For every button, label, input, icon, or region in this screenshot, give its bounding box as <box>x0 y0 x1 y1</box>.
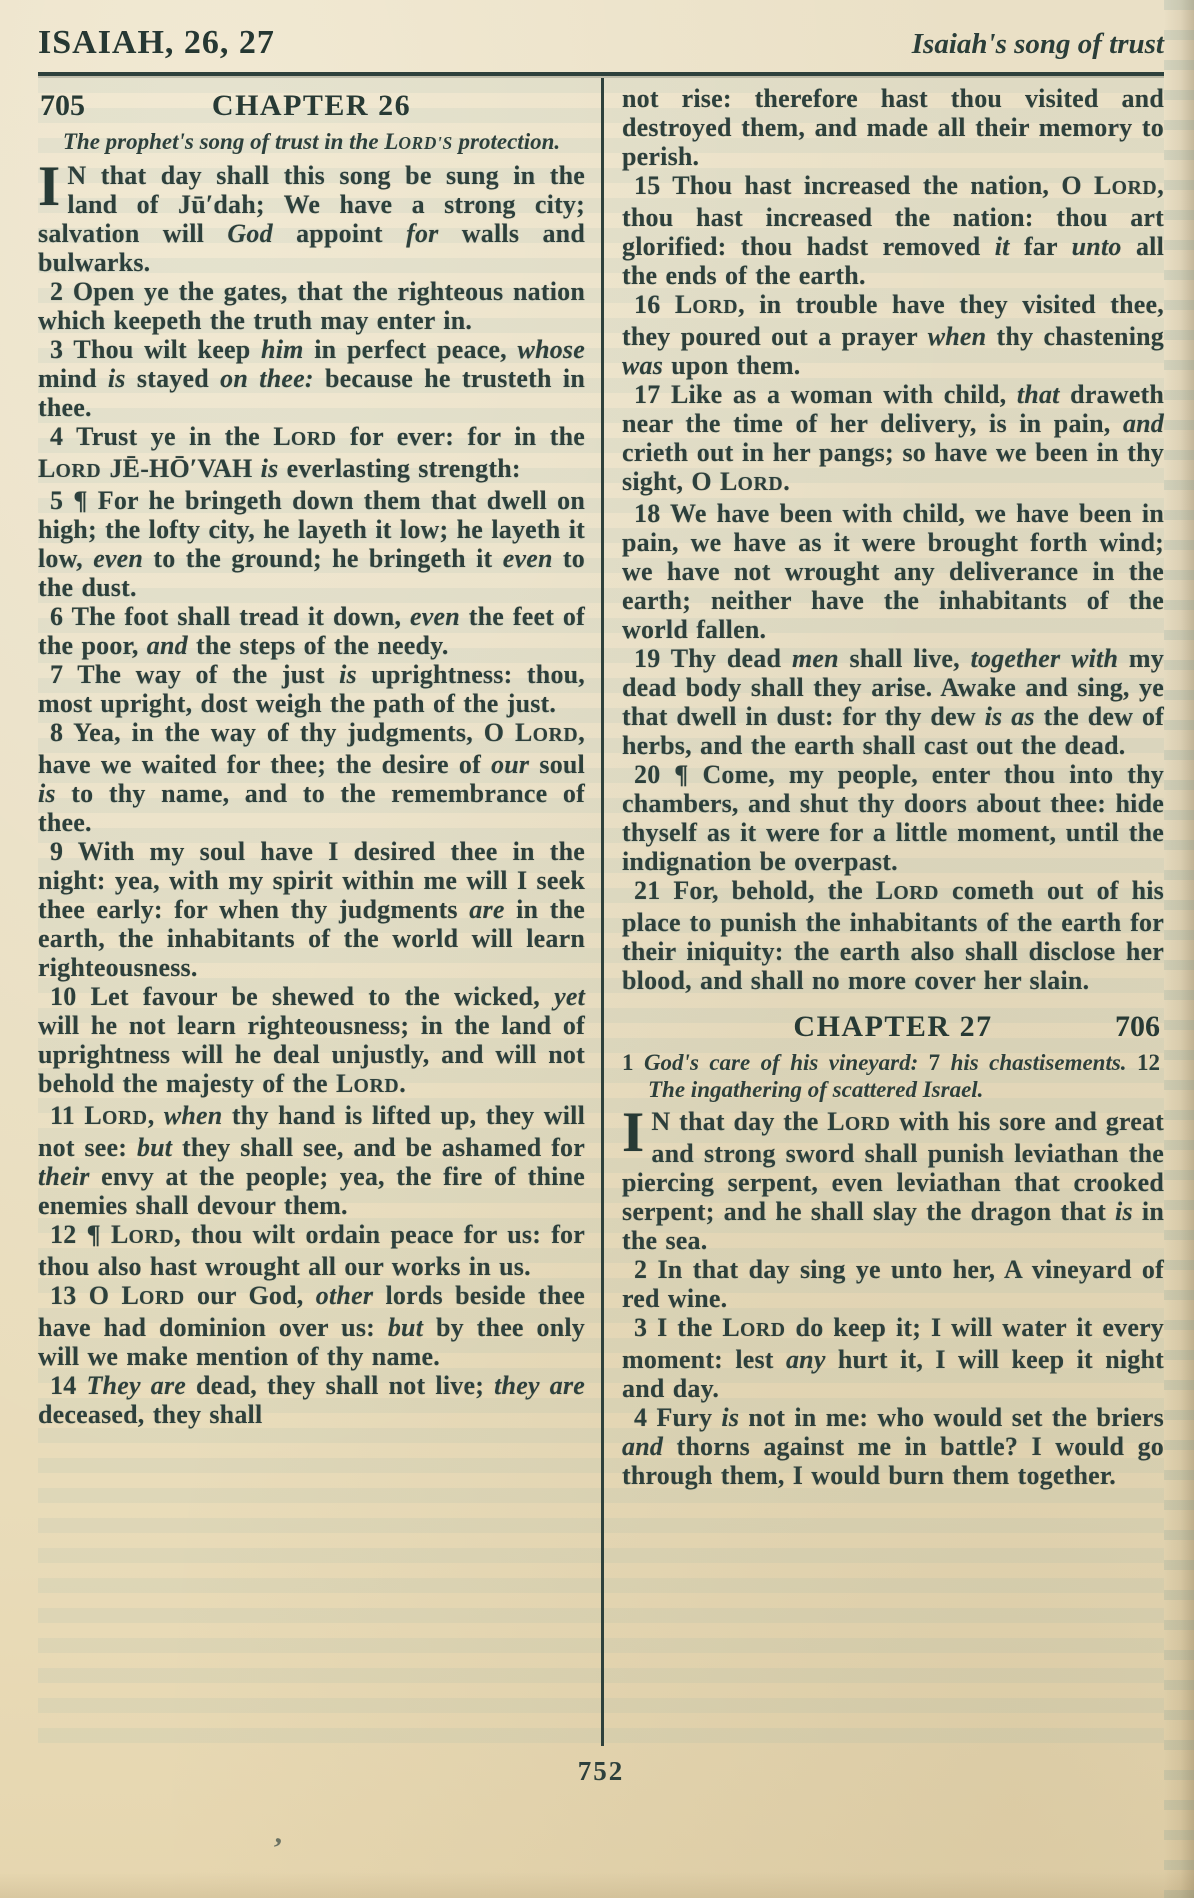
verse-4: 4 Fury is not in me: who would set the briers and thorns against me in battle? I would go through them, I would burn them together. <box>622 1403 1164 1490</box>
header-rule <box>38 72 1164 76</box>
column-ref-705: 705 <box>40 89 85 122</box>
verse-number: 19 <box>634 644 661 673</box>
running-header <box>38 24 1164 62</box>
verse-3: 3 I the LORD do keep it; I will water it every moment: lest any hurt it, I will keep it night and day. <box>622 1313 1165 1403</box>
stray-ink-mark: ’ <box>269 1831 285 1866</box>
page-bottom-shading <box>0 1872 1194 1898</box>
verse-number: 10 <box>50 982 77 1011</box>
verse-number: 11 <box>50 1101 75 1130</box>
chapter-26-verses-continued <box>622 84 1164 995</box>
verse-number: 21 <box>634 876 661 905</box>
chapter-26-verses <box>38 155 586 1429</box>
verse-2: 2 In that day sing ye unto her, A vineyard of red wine. <box>622 1255 1164 1313</box>
verse-continuation: not rise: therefore hast thou visited and destroyed them, and made all their memory to perish. <box>622 84 1164 171</box>
verse-4: 4 Trust ye in the LORD for ever: for in the LORD JĒ-HŌ′VAH is everlasting strength: <box>38 422 586 483</box>
verse-number: 15 <box>634 171 661 200</box>
verse-number: 3 <box>634 1313 648 1342</box>
column-ref-706: 706 <box>1115 1010 1160 1043</box>
drop-cap: I <box>38 155 61 218</box>
verse-21: 21 For, behold, the LORD cometh out of his place to punish the inhabitants of the earth for their iniquity: the earth also shall disclose her blood, and shall no more cover her slain. <box>622 876 1164 995</box>
left-column <box>38 78 601 1746</box>
verse-number: 16 <box>634 290 661 319</box>
verse-10: 10 Let favour be shewed to the wicked, yet will he not learn righteousness; in the land of uprightness will he deal unjustly, and will not behold the majesty of the LORD. <box>38 982 585 1098</box>
verse-1: I N that day the LORD with his sore and great and strong sword shall punish leviathan the piercing serpent, even leviathan that crooked serpent; and he shall slay the dragon that is in the sea. <box>622 1101 1165 1255</box>
verse-number: 5 <box>50 486 64 515</box>
chapter-27-head <box>622 1007 1164 1047</box>
verse-17: 17 Like as a woman with child, that draweth near the time of her delivery, is in pain, and crieth out in her pangs; so have we been in thy sight, O LORD. <box>622 380 1164 496</box>
chapter-26-heading: CHAPTER 26 <box>211 89 412 122</box>
verse-15: 15 Thou hast increased the nation, O LORD, thou hast increased the nation: thou art glorified: thou hadst removed it far unto all the ends of the earth. <box>622 171 1165 290</box>
chapter-27-verses <box>622 1101 1165 1490</box>
verse-number: 18 <box>634 499 661 528</box>
verse-number: 4 <box>50 422 64 451</box>
verse-number: 7 <box>50 660 64 689</box>
drop-cap: I <box>622 1101 645 1164</box>
verse-number: 20 <box>634 760 661 789</box>
verse-1: I N that day shall this song be sung in the land of Jū′dah; We have a strong city; salvation will God appoint for walls and bulwarks. <box>38 155 585 277</box>
verse-number: 2 <box>50 277 64 306</box>
verse-3: 3 Thou wilt keep him in perfect peace, whose mind is stayed on thee: because he trusteth in thee. <box>38 335 585 422</box>
right-column <box>601 78 1164 1746</box>
verse-number: 9 <box>50 837 64 866</box>
verse-6: 6 The foot shall tread it down, even the feet of the poor, and the steps of the needy. <box>38 602 585 660</box>
verse-9: 9 With my soul have I desired thee in the night: yea, with my spirit within me will I seek thee early: for when thy judgments are in the earth, the inhabitants of the world will learn righteousness. <box>38 837 585 982</box>
chapter-26-summary: The prophet's song of trust in the LORD'S protection. <box>62 129 561 154</box>
verse-14: 14 They are dead, they shall not live; they are deceased, they shall <box>38 1371 585 1429</box>
verse-2: 2 Open ye the gates, that the righteous nation which keepeth the truth may enter in. <box>38 277 585 335</box>
verse-number: 17 <box>634 380 661 409</box>
verse-number: 3 <box>50 335 64 364</box>
verse-number: 12 <box>50 1220 77 1249</box>
page-number: 752 <box>577 1756 625 1786</box>
verse-5: 5 ¶ For he bringeth down them that dwell on high; the lofty city, he layeth it low; he layeth it low, even to the ground; he bringeth it even to the dust. <box>38 486 585 602</box>
verse-11: 11 LORD, when thy hand is lifted up, they will not see: but they shall see, and be ashamed for their envy at the people; yea, the fire of thine enemies shall devour them. <box>38 1101 586 1220</box>
verse-number: 8 <box>50 718 64 747</box>
chapter-27-summary: 1 God's care of his vineyard: 7 his chastisements. 12 The ingathering of scattered Israel. <box>622 1050 1160 1102</box>
verse-number: 14 <box>50 1371 77 1400</box>
verse-number: 2 <box>634 1255 648 1284</box>
verse-number: 4 <box>634 1403 648 1432</box>
verse-8: 8 Yea, in the way of thy judgments, O LORD, have we waited for thee; the desire of our soul is to thy name, and to the remembrance of thee. <box>38 718 585 837</box>
verse-number: 6 <box>50 602 64 631</box>
running-head-title: Isaiah's song of trust <box>911 28 1164 60</box>
text-columns <box>38 78 1164 1746</box>
verse-19: 19 Thy dead men shall live, together with my dead body shall they arise. Awake and sing, ye that dwell in dust: for thy dew is as the dew of herbs, and the earth shall cast out the dead. <box>622 644 1164 760</box>
chapter-26-head <box>38 86 585 126</box>
chapter-27-heading: CHAPTER 27 <box>793 1010 993 1043</box>
verse-13: 13 O LORD our God, other lords beside thee have had dominion over us: but by thee only will we make mention of thy name. <box>38 1281 585 1371</box>
verse-16: 16 LORD, in trouble have they visited thee, they poured out a prayer when thy chastening was upon them. <box>622 290 1164 380</box>
verse-20: 20 ¶ Come, my people, enter thou into thy chambers, and shut thy doors about thee: hide thyself as it were for a little moment, until the indignation be overpast. <box>622 760 1164 876</box>
verse-12: 12 ¶ LORD, thou wilt ordain peace for us: for thou also hast wrought all our works in us. <box>38 1220 586 1281</box>
verse-number: 13 <box>50 1281 77 1310</box>
book-chapter-header: ISAIAH, 26, 27 <box>38 24 275 61</box>
verse-7: 7 The way of the just is uprightness: thou, most upright, dost weigh the path of the just. <box>38 660 586 718</box>
verse-18: 18 We have been with child, we have been in pain, we have as it were brought forth wind; we have not wrought any deliverance in the earth; neither have the inhabitants of the world fallen. <box>622 499 1164 644</box>
